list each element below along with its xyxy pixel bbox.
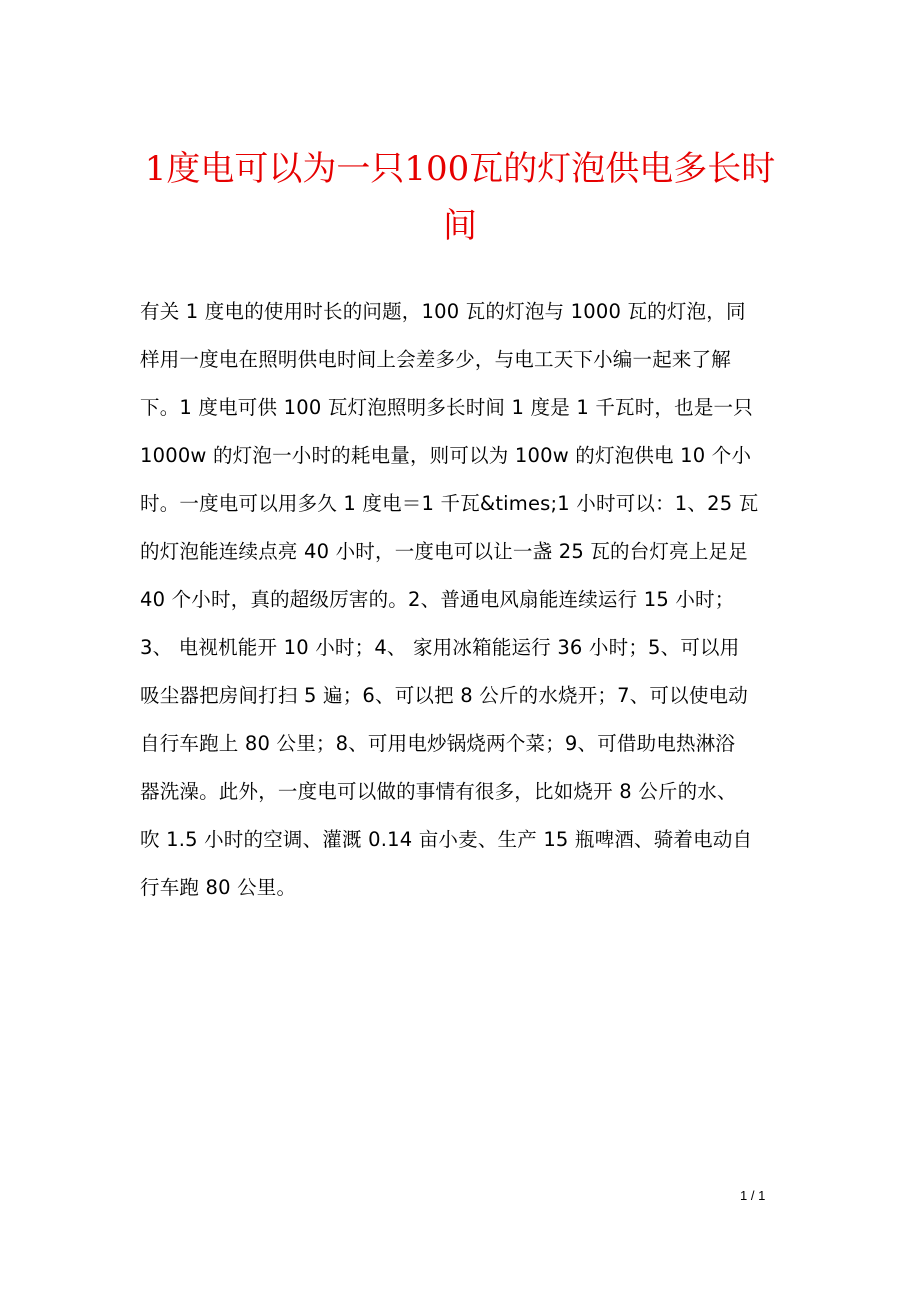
page-number: 1 / 1 [740, 1188, 766, 1203]
body-line: 有关 1 度电的使用时长的问题，100 瓦的灯泡与 1000 瓦的灯泡，同 [140, 300, 746, 323]
document-title-line-1: 1度电可以为一只100瓦的灯泡供电多长时 [144, 149, 776, 189]
body-line: 的灯泡能连续点亮 40 小时，一度电可以让一盏 25 瓦的台灯亮上足足 [140, 540, 748, 563]
document-title-line-2: 间 [443, 206, 477, 246]
body-line: 1000w 的灯泡一小时的耗电量，则可以为 100w 的灯泡供电 10 个小 [140, 444, 752, 467]
body-line: 行车跑 80 公里。 [140, 876, 297, 899]
body-line: 样用一度电在照明供电时间上会差多少，与电工天下小编一起来了解 [140, 348, 732, 371]
body-line: 吹 1.5 小时的空调、灌溉 0.14 亩小麦、生产 15 瓶啤酒、骑着电动自 [140, 828, 753, 851]
body-line: 自行车跑上 80 公里；8、可用电炒锅烧两个菜；9、可借助电热淋浴 [140, 732, 736, 755]
body-line: 器洗澡。此外，一度电可以做的事情有很多，比如烧开 8 公斤的水、 [140, 780, 737, 803]
body-line: 吸尘器把房间打扫 5 遍；6、可以把 8 公斤的水烧开；7、可以使电动 [140, 684, 748, 707]
body-line: 时。一度电可以用多久 1 度电＝1 千瓦&times;1 小时可以：1、25 瓦 [140, 492, 759, 515]
document-body [140, 288, 790, 912]
body-line: 下。1 度电可供 100 瓦灯泡照明多长时间 1 度是 1 千瓦时，也是一只 [140, 396, 753, 419]
body-line: 3、 电视机能开 10 小时；4、 家用冰箱能运行 36 小时；5、可以用 [140, 636, 740, 659]
body-line: 40 个小时，真的超级厉害的。2、普通电风扇能连续运行 15 小时； [140, 588, 735, 611]
